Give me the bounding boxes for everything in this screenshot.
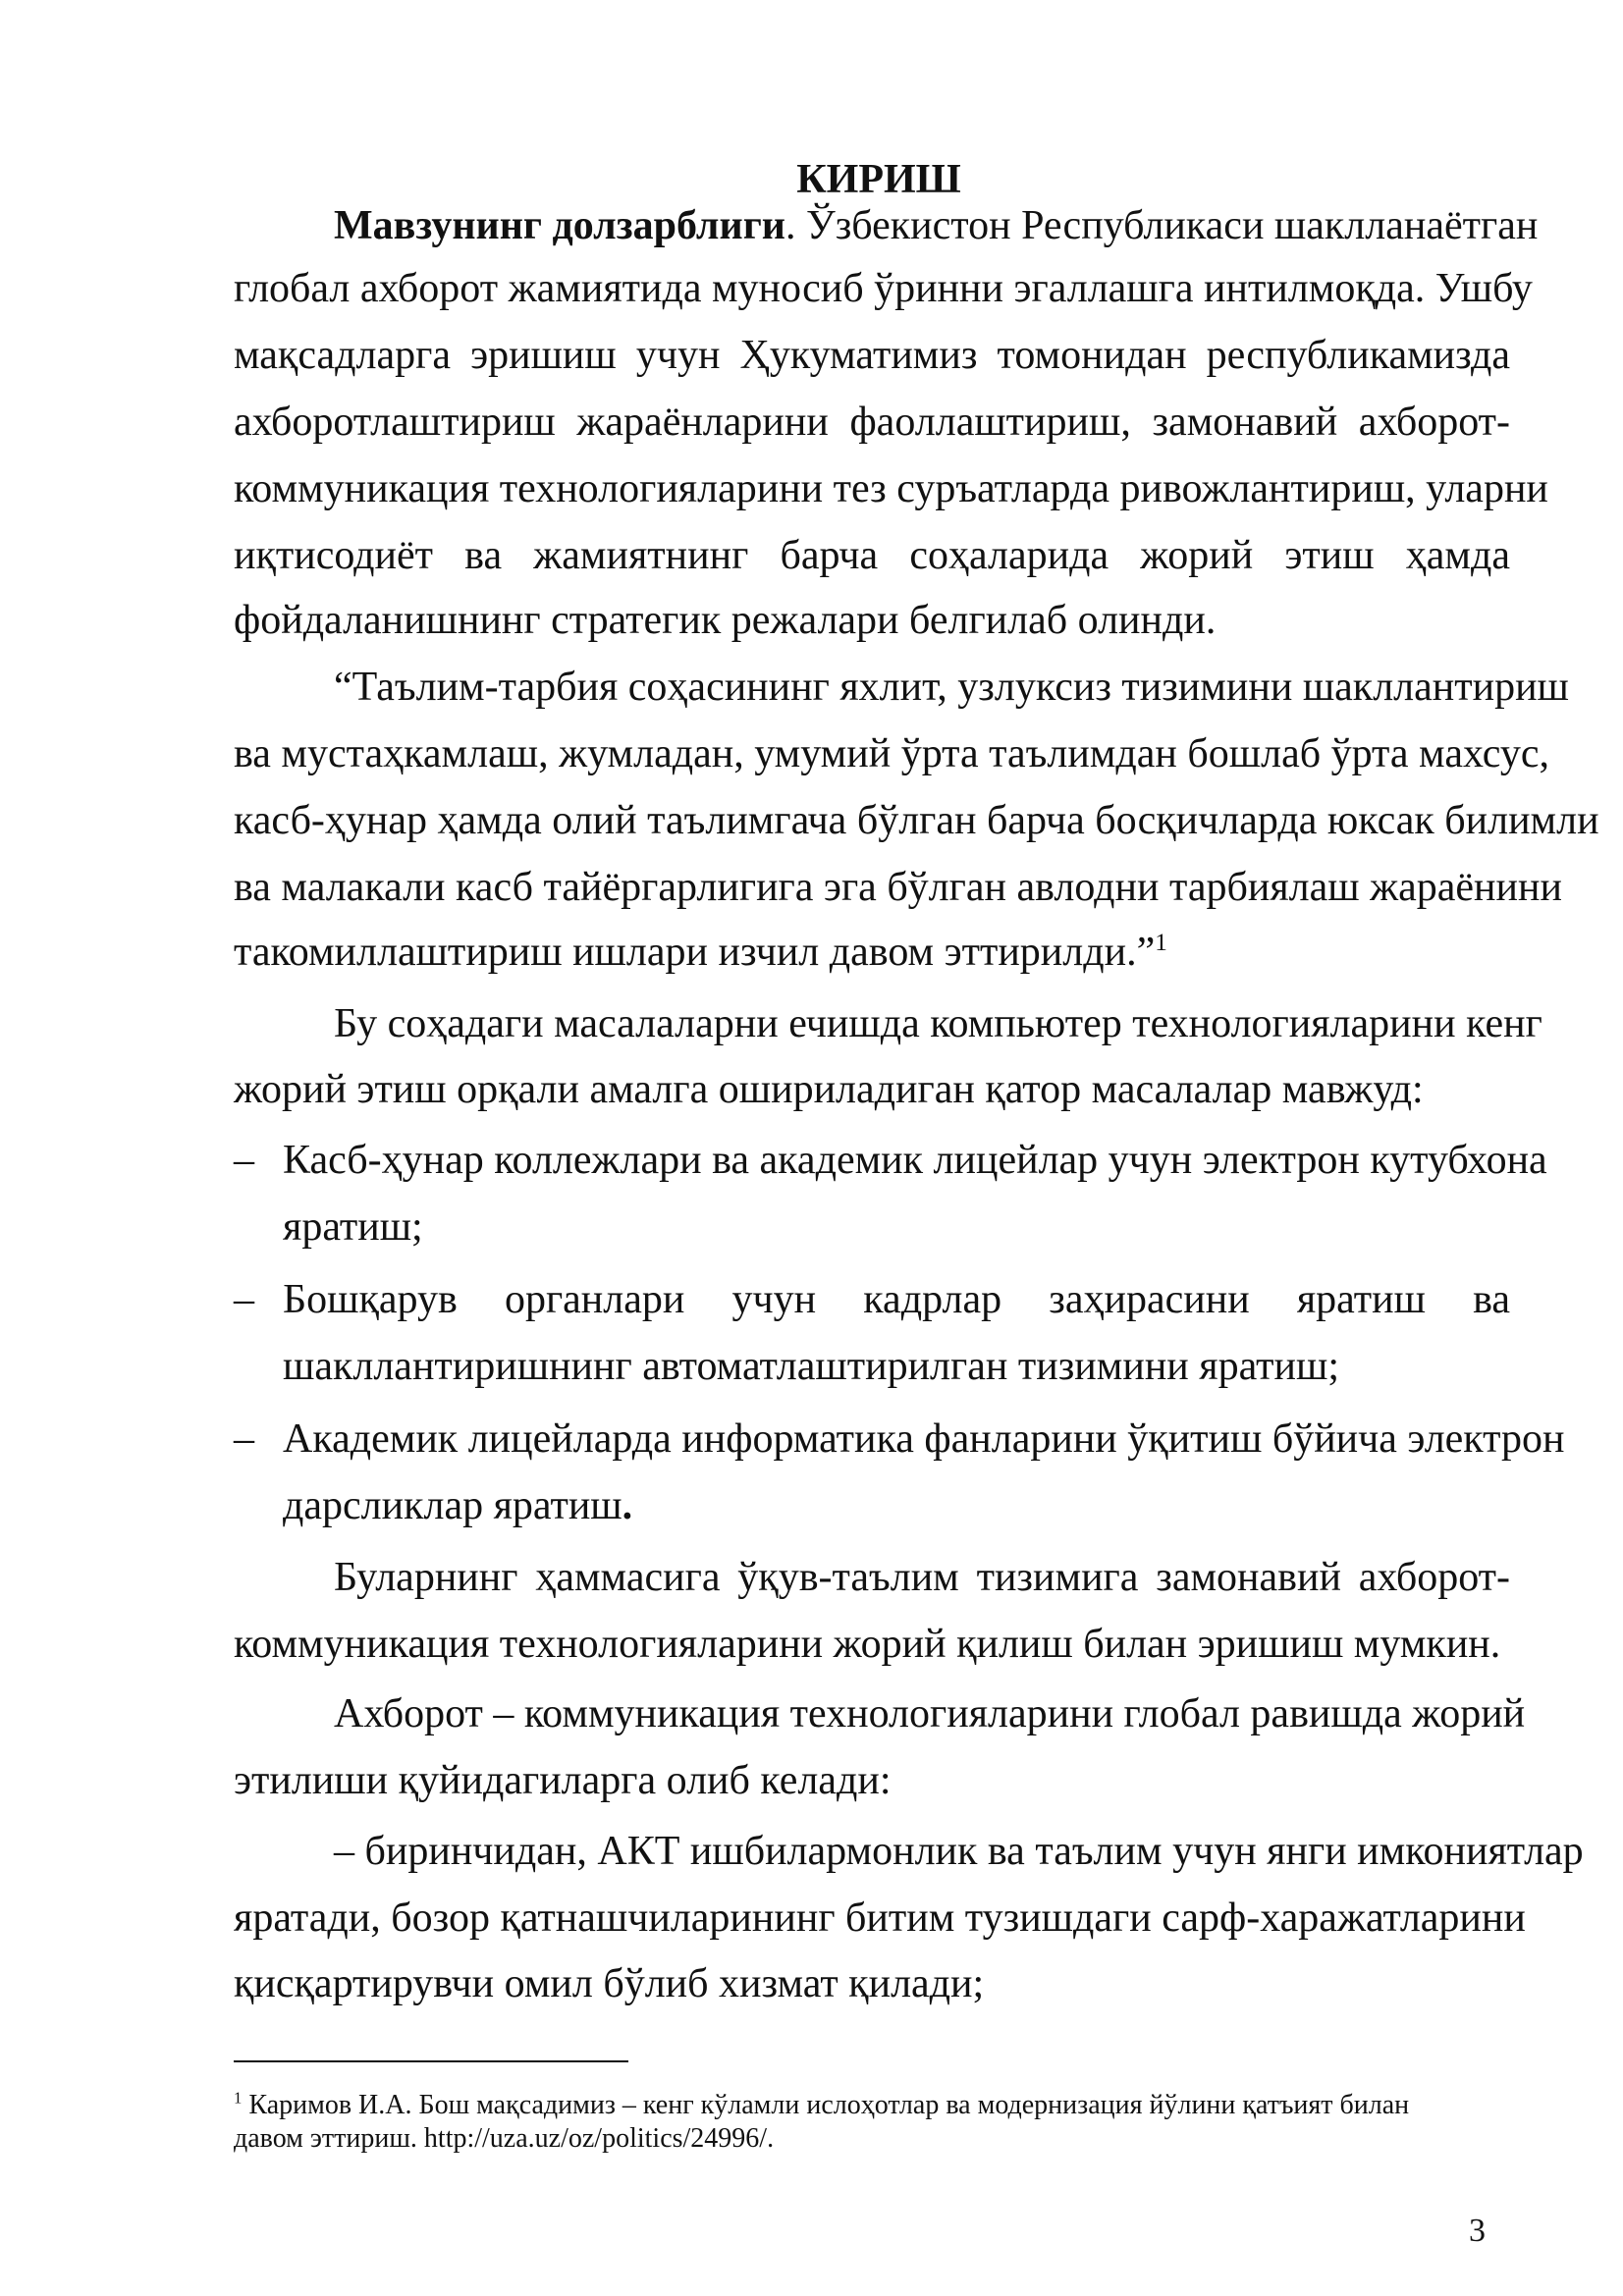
chapter-heading: КИРИШ [796, 157, 961, 202]
list-item-line: яратиш; [283, 1204, 423, 1250]
paragraph-line: касб-ҳунар ҳамда олий таълимгача бўлган барча босқичларда юксак билимли [234, 798, 1599, 843]
page-number: 3 [1469, 2213, 1486, 2249]
paragraph-line [234, 928, 1510, 977]
footnote-line: давом эттириш. http://uza.uz/oz/politics/24996/. [234, 2123, 775, 2154]
list-item-line: Касб-ҳунар коллежлари ва академик лицейлар учун электрон кутубхона [283, 1138, 1547, 1183]
list-item-line [283, 1481, 1510, 1530]
line-text: такомиллаштириш ишлари изчил давом эттирилди.” [234, 930, 1156, 975]
footnote-line [234, 2089, 1409, 2122]
topic-relevance-lead: Мавзунинг долзарблиги [334, 203, 785, 248]
paragraph-line: Ахборот – коммуникация технологияларини глобал равишда жорий [334, 1691, 1526, 1736]
line-tail: . [622, 1483, 633, 1528]
footnote-text: Каримов И.А. Бош мақсадимиз – кенг кўламли ислоҳотлар ва модернизация йўлини қатъият билан [242, 2090, 1410, 2120]
paragraph-line: коммуникация технологияларини тез суръатларда ривожлантириш, уларни [234, 466, 1548, 511]
list-bullet: – [234, 1277, 254, 1322]
paragraph-line: Бу соҳадаги масалаларни ечишда компьютер технологияларини кенг [334, 1001, 1542, 1046]
list-item-line: Бошқарув органлари учун кадрлар заҳирасини яратиш ва [283, 1277, 1510, 1322]
paragraph-line: Буларнинг ҳаммасига ўқув-таълим тизимига замонавий ахборот- [334, 1555, 1510, 1600]
paragraph-line: яратади, бозор қатнашчиларининг битим тузишдаги сарф-харажатларини [234, 1896, 1526, 1941]
paragraph-line: ва мустаҳкамлаш, жумладан, умумий ўрта таълимдан бошлаб ўрта махсус, [234, 731, 1549, 776]
line-text: . Ўзбекистон Республикаси шаклланаётган [784, 203, 1539, 248]
paragraph-line: “Таълим-тарбия соҳасининг яхлит, узлуксиз тизимини шакллантириш [334, 665, 1569, 710]
paragraph-line: жорий этиш орқали амалга ошириладиган қатор масалалар мавжуд: [234, 1067, 1424, 1112]
paragraph-line: – биринчидан, АКТ ишбилармонлик ва таълим учун янги имкониятлар [334, 1829, 1584, 1874]
list-bullet: – [234, 1416, 254, 1462]
footnote-mark: 1 [234, 2088, 243, 2108]
footnote-reference: 1 [1155, 930, 1167, 956]
list-item-line: Академик лицейларда информатика фанларини ўқитиш бўйича электрон [283, 1416, 1565, 1462]
footnote-separator [234, 2060, 628, 2062]
paragraph-line: ва малакали касб тайёргарлигига эга бўлган авлодни тарбиялаш жараёнини [234, 865, 1562, 910]
list-item-line: шакллантиришнинг автоматлаштирилган тизимини яратиш; [283, 1344, 1339, 1389]
list-bullet: – [234, 1138, 254, 1183]
paragraph-line: этилиши қуйидагиларга олиб келади: [234, 1758, 892, 1803]
paragraph-line [334, 201, 1539, 250]
paragraph-line: глобал ахборот жамиятида муносиб ўринни эгаллашга интилмоқда. Ушбу [234, 266, 1533, 311]
paragraph-line: мақсадларга эришиш учун Ҳукуматимиз томонидан республикамизда [234, 333, 1510, 378]
paragraph-line: иқтисодиёт ва жамиятнинг барча соҳаларида жорий этиш ҳамда [234, 533, 1510, 578]
paragraph-line: қисқартирувчи омил бўлиб хизмат қилади; [234, 1961, 985, 2006]
paragraph-line: ахборотлаштириш жараёнларини фаоллаштириш, замонавий ахборот- [234, 400, 1510, 445]
paragraph-line: коммуникация технологияларини жорий қилиш билан эришиш мумкин. [234, 1622, 1501, 1667]
paragraph-line: фойдаланишнинг стратегик режалари белгилаб олинди. [234, 598, 1217, 643]
line-text: дарсликлар яратиш [283, 1483, 622, 1528]
